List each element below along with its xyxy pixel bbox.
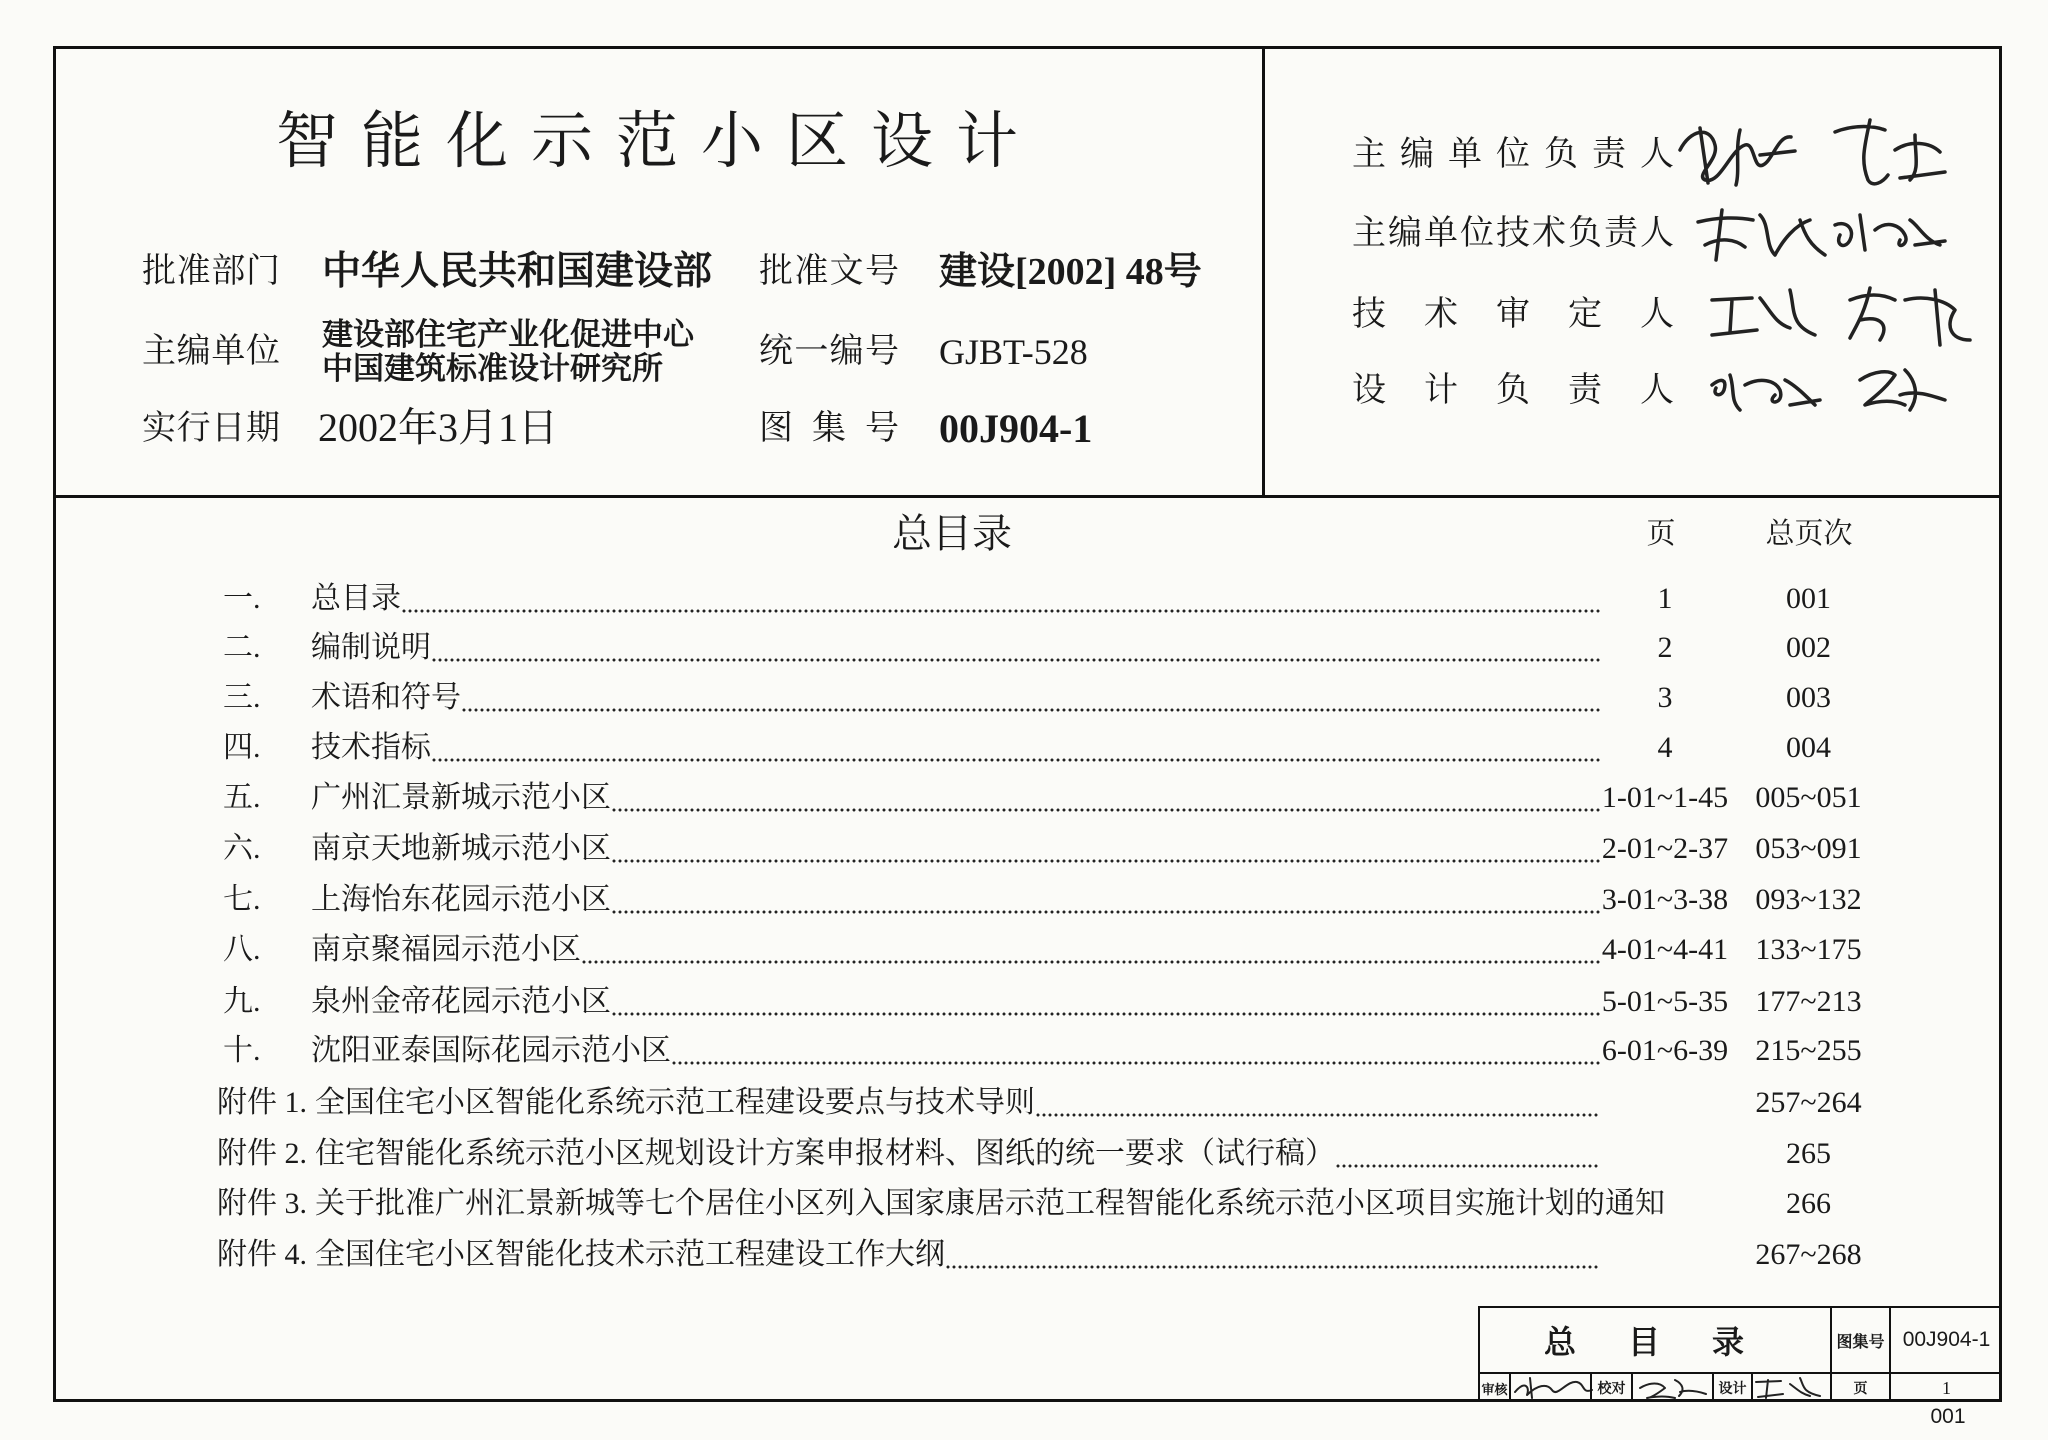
toc-row xyxy=(217,982,1887,1022)
title-block-atlas-label: 图集号 xyxy=(1836,1333,1885,1351)
appendix-row xyxy=(217,1235,1887,1275)
approval-dept-value: 中华人民共和国建设部 xyxy=(322,250,713,293)
toc-row-num: 八. xyxy=(223,933,261,966)
toc-row-num: 三. xyxy=(223,681,261,714)
toc-row-num: 五. xyxy=(223,781,261,814)
toc-row xyxy=(217,930,1887,970)
signature-3b xyxy=(1850,288,1970,345)
dot-leader xyxy=(611,982,1600,1022)
approval-doc-value: 建设[2002] 48号 xyxy=(939,251,1202,293)
toc-row-num: 六. xyxy=(223,832,261,865)
appendix-text: 关于批准广州汇景新城等七个居住小区列入国家康居示范工程智能化系统示范小区项目实施计划的通知 xyxy=(315,1187,1665,1220)
dot-leader xyxy=(581,930,1600,970)
toc-row xyxy=(217,778,1887,818)
dot-leader xyxy=(611,829,1600,869)
title-block-divider xyxy=(1509,1373,1511,1402)
signature-3a xyxy=(1712,290,1815,335)
toc-title: 总目录 xyxy=(892,511,1012,556)
toc-row-text: 广州汇景新城示范小区 xyxy=(311,781,611,814)
toc-row-text: 南京聚福园示范小区 xyxy=(311,933,581,966)
editor-unit-label: 主编单位 xyxy=(142,333,280,370)
toc-row-text: 泉州金帝花园示范小区 xyxy=(311,985,611,1018)
toc-row-total: 005~051 xyxy=(1755,781,1862,814)
effective-date-value: 2002年3月1日 xyxy=(318,405,558,450)
appendix-total: 257~264 xyxy=(1755,1086,1862,1119)
approval-dept-label: 批准部门 xyxy=(142,253,280,290)
toc-row xyxy=(217,579,1887,619)
toc-row-num: 四. xyxy=(223,731,261,764)
dot-leader xyxy=(461,678,1600,718)
toc-row-page: 1-01~1-45 xyxy=(1601,781,1729,814)
appendix-text: 住宅智能化系统示范小区规划设计方案申报材料、图纸的统一要求（试行稿） xyxy=(315,1137,1335,1170)
toc-row-total: 177~213 xyxy=(1755,985,1862,1018)
signature-1a xyxy=(1680,128,1795,185)
toc-row xyxy=(217,880,1887,920)
title-block-atlas-no: 00J904-1 xyxy=(1902,1328,1991,1351)
toc-row-page: 1 xyxy=(1657,582,1673,615)
technical-reviewer-label: 技 术 审 定 人 xyxy=(1352,296,1674,333)
unified-code-value: GJBT-528 xyxy=(939,332,1088,372)
toc-row-page: 5-01~5-35 xyxy=(1601,985,1729,1018)
toc-row-total: 133~175 xyxy=(1755,933,1862,966)
title-block-review-label: 审核 xyxy=(1481,1381,1508,1397)
signature-2a xyxy=(1698,210,1825,260)
chief-editor-technical-head-label: 主编单位技术负责人 xyxy=(1352,215,1674,252)
appendix-total: 266 xyxy=(1786,1187,1831,1220)
title-block-divider xyxy=(1751,1373,1753,1402)
toc-row-num: 二. xyxy=(223,631,261,664)
dot-leader xyxy=(611,880,1600,920)
toc-row-page: 6-01~6-39 xyxy=(1601,1034,1729,1067)
toc-row-text: 沈阳亚泰国际花园示范小区 xyxy=(311,1034,671,1067)
toc-row-total: 003 xyxy=(1786,681,1831,714)
toc-col-total: 总页次 xyxy=(1765,518,1853,550)
toc-row-num: 一. xyxy=(223,582,261,615)
appendix-row xyxy=(217,1184,1887,1224)
signature-2b xyxy=(1835,215,1945,250)
atlas-no-value: 00J904-1 xyxy=(939,406,1093,451)
sheet-number: 001 xyxy=(1930,1405,1966,1428)
toc-row-page: 3 xyxy=(1657,681,1673,714)
appendix-text: 全国住宅小区智能化系统示范工程建设要点与技术导则 xyxy=(315,1086,1035,1119)
toc-row xyxy=(217,678,1887,718)
dot-leader xyxy=(431,728,1600,768)
title-block-page-label: 页 xyxy=(1853,1382,1868,1397)
toc-row-page: 2 xyxy=(1657,631,1673,664)
toc-row xyxy=(217,628,1887,668)
atlas-no-label: 图 集 号 xyxy=(759,410,899,447)
toc-row-text: 术语和符号 xyxy=(311,681,461,714)
effective-date-label: 实行日期 xyxy=(142,410,280,447)
dot-leader xyxy=(431,628,1600,668)
title-block-page-no: 1 xyxy=(1942,1377,1951,1398)
toc-row-page: 2-01~2-37 xyxy=(1601,832,1729,865)
toc-row xyxy=(217,728,1887,768)
toc-row-total: 093~132 xyxy=(1755,883,1862,916)
appendix-row xyxy=(217,1083,1887,1123)
appendix-total: 265 xyxy=(1786,1137,1831,1170)
toc-row xyxy=(217,1031,1887,1071)
design-lead-label: 设 计 负 责 人 xyxy=(1352,372,1674,409)
appendix-prefix: 附件 4. xyxy=(217,1238,307,1271)
dot-leader xyxy=(671,1031,1600,1071)
toc-row-total: 001 xyxy=(1786,582,1831,615)
title-block-design-label: 设计 xyxy=(1718,1382,1747,1397)
toc-row-text: 南京天地新城示范小区 xyxy=(311,832,611,865)
dot-leader xyxy=(1035,1083,1600,1123)
dot-leader xyxy=(1335,1134,1600,1174)
toc-row-text: 编制说明 xyxy=(311,631,431,664)
dot-leader xyxy=(611,778,1600,818)
toc-row-total: 004 xyxy=(1786,731,1831,764)
toc-row-num: 七. xyxy=(223,883,261,916)
appendix-prefix: 附件 1. xyxy=(217,1086,307,1119)
dot-leader xyxy=(401,579,1600,619)
toc-row-text: 技术指标 xyxy=(311,731,431,764)
signature-4b xyxy=(1860,370,1945,410)
title-block-check-label: 校对 xyxy=(1597,1382,1626,1397)
appendix-prefix: 附件 3. xyxy=(217,1187,307,1220)
appendix-prefix: 附件 2. xyxy=(217,1137,307,1170)
approval-doc-label: 批准文号 xyxy=(759,253,899,290)
toc-row-text: 上海怡东花园示范小区 xyxy=(311,883,611,916)
chief-editor-unit-head-label: 主编单位负责人 xyxy=(1352,136,1674,173)
toc-row-page: 3-01~3-38 xyxy=(1601,883,1729,916)
editor-unit-line-1: 建设部住宅产业化促进中心 xyxy=(322,317,694,352)
unified-code-label: 统一编号 xyxy=(759,333,899,370)
toc-row-page: 4 xyxy=(1657,731,1673,764)
dot-leader xyxy=(945,1235,1600,1275)
signature-4a xyxy=(1712,375,1820,410)
toc-row-num: 九. xyxy=(223,985,261,1018)
toc-row xyxy=(217,829,1887,869)
toc-col-page: 页 xyxy=(1646,518,1676,550)
toc-row-num: 十. xyxy=(223,1034,261,1067)
toc-row-total: 215~255 xyxy=(1755,1034,1862,1067)
toc-row-total: 053~091 xyxy=(1755,832,1862,865)
appendix-text: 全国住宅小区智能化技术示范工程建设工作大纲 xyxy=(315,1238,945,1271)
appendix-total: 267~268 xyxy=(1755,1238,1862,1271)
editor-unit-line-2: 中国建筑标准设计研究所 xyxy=(322,351,663,386)
toc-row-total: 002 xyxy=(1786,631,1831,664)
signature-1b xyxy=(1835,120,1945,184)
title-block-divider xyxy=(1631,1373,1633,1402)
toc-row-text: 总目录 xyxy=(311,582,401,615)
toc-row-page: 4-01~4-41 xyxy=(1601,933,1729,966)
title-block-title: 总 目 录 xyxy=(1543,1324,1766,1360)
atlas-title: 智能化示范小区设计 xyxy=(276,108,1042,176)
appendix-row xyxy=(217,1134,1887,1174)
